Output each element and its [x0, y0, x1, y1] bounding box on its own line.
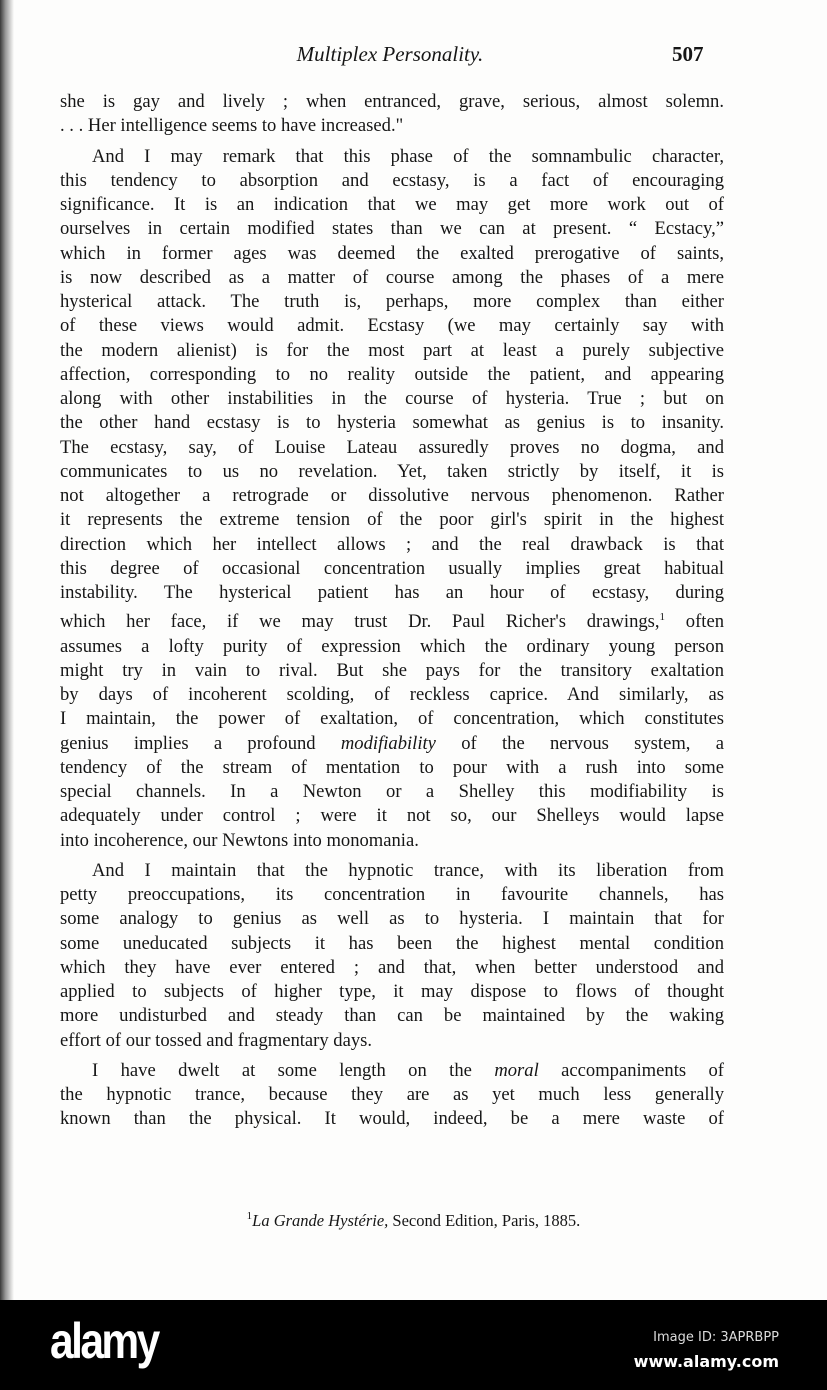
body-text [60, 90, 724, 1138]
text-line: affection, corresponding to no reality outside the patient, and appearing [60, 363, 724, 385]
text-line [60, 732, 724, 756]
text-line: I maintain, the power of exaltation, of concentration, which constitutes [60, 708, 724, 730]
text-line: hysterical attack. The truth is, perhaps, more complex than either [60, 291, 724, 312]
text-run: I have dwelt at some length on the [92, 1059, 495, 1081]
text-line: adequately under control ; were it not so, our Shelleys would lapse [60, 805, 724, 827]
text-line: known than the physical. It would, indeed, be a mere waste of [60, 1108, 724, 1130]
image-id: Image ID: 3APRBPP [653, 1330, 779, 1345]
footnote [0, 1210, 827, 1231]
italic-text: moral [494, 1059, 539, 1081]
paragraph [60, 859, 724, 1053]
text-line: assumes a lofty purity of expression which the ordinary young person [60, 635, 724, 657]
text-run: genius implies a profound [60, 732, 341, 754]
scan-binding-shadow [0, 0, 14, 1300]
text-line: along with other instabilities in the course of hysteria. True ; but on [60, 388, 724, 409]
text-line: direction which her intellect allows ; and the real drawback is that [60, 533, 724, 555]
running-header-title: Multiplex Personality. [296, 42, 484, 66]
text-line: into incoherence, our Newtons into monomania. [60, 829, 419, 851]
text-line: of these views would admit. Ecstasy (we may certainly say with [60, 315, 724, 337]
text-line: . . . Her intelligence seems to have increased." [60, 115, 404, 137]
paragraph [60, 1059, 724, 1132]
site-url: www.alamy.com [633, 1352, 779, 1371]
page-number: 507 [672, 42, 704, 66]
text-line: The ecstasy, say, of Louise Lateau assuredly proves no dogma, and [60, 436, 724, 458]
text-line: she is gay and lively ; when entranced, grave, serious, almost solemn. [60, 91, 724, 112]
italic-text: La Grande Hystérie, [252, 1211, 389, 1230]
text-line: this degree of occasional concentration usually implies great habitual [60, 557, 724, 579]
paragraph [60, 90, 724, 139]
text-line: which in former ages was deemed the exalted prerogative of saints, [60, 242, 724, 264]
text-line: some uneducated subjects it has been the highest mental condition [60, 932, 724, 954]
text-run: Second Edition, Paris, 1885. [388, 1211, 581, 1230]
italic-text: modifiability [340, 732, 436, 754]
text-line: more undisturbed and steady than can be maintained by the waking [60, 1005, 724, 1027]
text-line: which they have ever entered ; and that, when better understood and [60, 956, 724, 978]
watermark-banner [0, 1300, 827, 1390]
text-line: And I maintain that the hypnotic trance, with its liberation from [92, 859, 724, 881]
alamy-logo: alamy [50, 1313, 158, 1369]
text-line: tendency of the stream of mentation to pour with a rush into some [60, 756, 724, 778]
text-line: instability. The hysterical patient has an hour of ecstasy, during [60, 582, 724, 603]
text-line [60, 605, 724, 634]
text-line: not altogether a retrograde or dissolutive nervous phenomenon. Rather [60, 485, 724, 506]
text-line: communicates to us no revelation. Yet, taken strictly by itself, it is [60, 460, 724, 482]
text-line: applied to subjects of higher type, it may dispose to flows of thought [60, 981, 724, 1002]
text-run: accompaniments of [538, 1059, 724, 1081]
paragraph [60, 145, 724, 853]
text-line: special channels. In a Newton or a Shelley this modifiability is [60, 781, 724, 802]
text-line: some analogy to genius as well as to hysteria. I maintain that for [60, 908, 724, 930]
text-line: by days of incoherent scolding, of reckless caprice. And similarly, as [60, 684, 724, 705]
text-line: significance. It is an indication that we may get more work out of [60, 194, 724, 215]
text-run: which her face, if we may trust Dr. Paul Richer's drawings, [60, 611, 660, 633]
text-line: the hypnotic trance, because they are as yet much less generally [60, 1084, 724, 1105]
text-line: the other hand ecstasy is to hysteria somewhat as genius is to insanity. [60, 412, 724, 434]
footnote-marker: 1 [246, 1210, 253, 1222]
text-run: of the nervous system, a [435, 732, 724, 754]
text-line: the modern alienist) is for the most part at least a purely subjective [60, 339, 724, 361]
text-line: it represents the extreme tension of the poor girl's spirit in the highest [60, 509, 724, 531]
text-line: ourselves in certain modified states than we can at present. “ Ecstacy,” [60, 218, 724, 240]
text-line: petty preoccupations, its concentration in favourite channels, has [60, 884, 724, 905]
text-line: And I may remark that this phase of the somnambulic character, [92, 145, 724, 167]
text-line: this tendency to absorption and ecstasy, is a fact of encouraging [60, 169, 724, 191]
footnote-marker: 1 [659, 611, 666, 624]
text-line: is now described as a matter of course among the phases of a mere [60, 266, 724, 288]
text-line [60, 1059, 724, 1083]
text-line: effort of our tossed and fragmentary days. [60, 1029, 373, 1051]
text-run: often [665, 611, 724, 633]
text-line: might try in vain to rival. But she pays for the transitory exaltation [60, 659, 724, 681]
